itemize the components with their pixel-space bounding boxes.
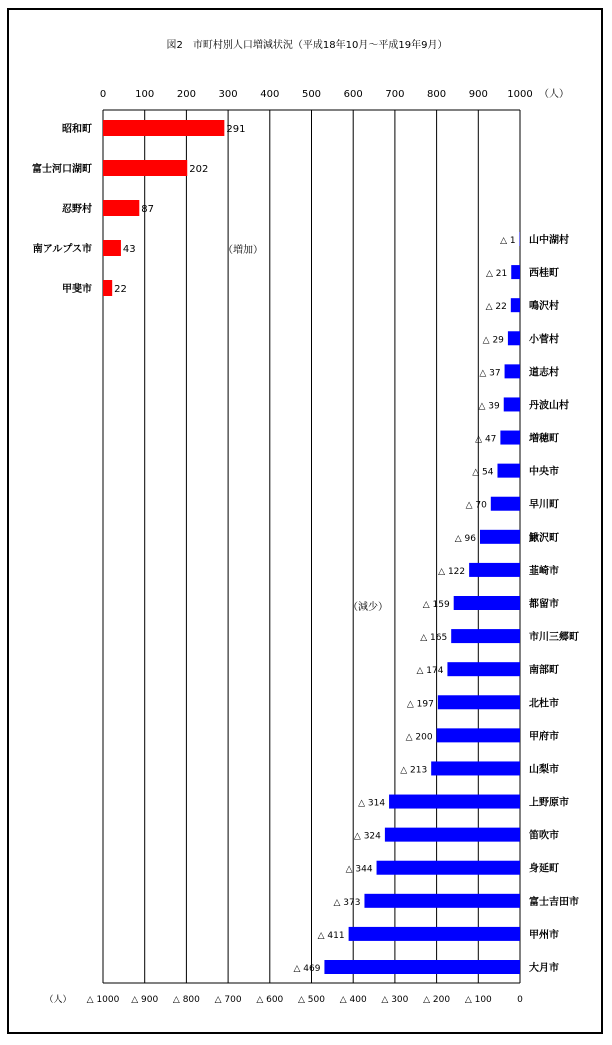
bottom-tick-label: △ 1000 xyxy=(86,995,120,1005)
decrease-bar xyxy=(451,629,520,643)
top-tick-label: 300 xyxy=(218,89,238,100)
increase-bar xyxy=(103,160,187,176)
increase-category-label: 昭和町 xyxy=(62,124,92,135)
decrease-category-label: 西桂町 xyxy=(529,268,559,280)
decrease-category-label: 増穂町 xyxy=(529,433,559,445)
decrease-value-label: △ 21 xyxy=(486,269,508,280)
decrease-value-label: △ 122 xyxy=(438,566,466,577)
bottom-tick-label: 0 xyxy=(517,995,523,1005)
decrease-annotation: （減少） xyxy=(348,602,388,613)
decrease-category-label: 身延町 xyxy=(529,863,559,875)
decrease-category-label: 山梨市 xyxy=(529,764,559,776)
bottom-tick-label: △ 600 xyxy=(256,995,284,1005)
top-tick-label: 500 xyxy=(301,89,322,100)
top-tick-label: 1000 xyxy=(507,89,533,100)
grid-layer xyxy=(103,110,520,983)
decrease-value-label: △ 200 xyxy=(405,732,433,743)
decrease-bar xyxy=(469,563,520,577)
decrease-value-label: △ 1 xyxy=(500,236,516,246)
decrease-value-label: △ 324 xyxy=(353,831,381,842)
decrease-category-label: 丹波山村 xyxy=(529,400,569,412)
decrease-category-label: 韮崎市 xyxy=(529,565,559,577)
decrease-category-label: 鳴沢村 xyxy=(529,301,559,313)
decrease-bar xyxy=(447,662,520,676)
decrease-value-label: △ 197 xyxy=(406,699,434,710)
decrease-category-label: 大月市 xyxy=(529,963,559,974)
increase-category-label: 甲斐市 xyxy=(62,284,92,295)
top-axis xyxy=(100,87,569,100)
decrease-bar xyxy=(349,927,520,941)
decrease-category-label: 都留市 xyxy=(529,599,559,610)
decrease-bar xyxy=(431,761,520,775)
top-tick-label: 100 xyxy=(135,89,155,100)
increase-value-label: 87 xyxy=(141,204,155,215)
decrease-category-label: 道志村 xyxy=(529,367,559,379)
increase-series xyxy=(32,120,245,296)
decrease-bar xyxy=(438,695,520,709)
decrease-value-label: △ 213 xyxy=(400,765,428,776)
decrease-value-label: △ 96 xyxy=(454,533,476,544)
decrease-bar xyxy=(454,596,520,610)
increase-value-label: 202 xyxy=(189,164,209,175)
decrease-value-label: △ 22 xyxy=(485,302,507,313)
decrease-category-label: 甲州市 xyxy=(529,929,559,941)
top-tick-label: 800 xyxy=(427,89,447,100)
decrease-value-label: △ 344 xyxy=(345,864,373,875)
decrease-value-label: △ 314 xyxy=(358,798,386,809)
decrease-bar xyxy=(511,298,520,312)
increase-bar xyxy=(103,280,112,296)
top-tick-label: 600 xyxy=(343,89,363,100)
increase-annotation: （増加） xyxy=(223,245,263,256)
decrease-value-label: △ 29 xyxy=(482,335,504,346)
bottom-tick-label: △ 700 xyxy=(214,995,242,1005)
decrease-bar xyxy=(364,894,520,908)
decrease-category-label: 中央市 xyxy=(529,466,559,478)
bottom-axis xyxy=(44,993,523,1005)
top-tick-label: 200 xyxy=(176,89,196,100)
decrease-category-label: 甲府市 xyxy=(529,731,559,743)
decrease-bar xyxy=(437,728,520,742)
decrease-category-label: 早川町 xyxy=(529,499,559,511)
decrease-bar xyxy=(324,960,520,974)
decrease-value-label: △ 469 xyxy=(293,964,321,974)
decrease-bar xyxy=(508,331,520,345)
decrease-value-label: △ 373 xyxy=(333,897,361,908)
decrease-bar xyxy=(389,795,520,809)
decrease-category-label: 南部町 xyxy=(529,665,559,677)
increase-category-label: 富士河口湖町 xyxy=(32,164,92,175)
decrease-bar xyxy=(491,497,520,511)
decrease-bar xyxy=(504,397,520,411)
decrease-category-label: 市川三郷町 xyxy=(529,632,579,644)
decrease-bar xyxy=(511,265,520,279)
decrease-value-label: △ 165 xyxy=(420,633,448,644)
decrease-bar xyxy=(480,530,520,544)
decrease-category-label: 山中湖村 xyxy=(529,235,569,246)
decrease-value-label: △ 159 xyxy=(422,600,450,610)
decrease-bar xyxy=(385,828,520,842)
decrease-bar xyxy=(505,364,520,378)
decrease-category-label: 鰍沢町 xyxy=(529,532,559,544)
bottom-tick-label: △ 200 xyxy=(423,995,451,1005)
bottom-tick-label: △ 900 xyxy=(131,995,159,1005)
bottom-tick-label: △ 500 xyxy=(298,995,325,1005)
increase-bar xyxy=(103,120,224,136)
decrease-category-label: 富士吉田市 xyxy=(529,896,579,908)
decrease-category-label: 北杜市 xyxy=(529,698,559,710)
top-axis-unit: （人） xyxy=(539,89,569,100)
chart-title: 図2 市町村別人口増減状況（平成18年10月～平成19年9月） xyxy=(166,40,448,51)
decrease-value-label: △ 54 xyxy=(472,467,494,478)
decrease-category-label: 笛吹市 xyxy=(529,830,559,842)
decrease-category-label: 小菅村 xyxy=(529,334,559,346)
decrease-bar xyxy=(377,861,520,875)
bottom-tick-label: △ 100 xyxy=(464,995,492,1005)
decrease-value-label: △ 37 xyxy=(479,368,501,379)
decrease-value-label: △ 70 xyxy=(465,500,487,511)
increase-value-label: 43 xyxy=(122,244,136,255)
increase-category-label: 南アルプス市 xyxy=(32,244,92,255)
decrease-bar xyxy=(500,431,520,445)
top-tick-label: 900 xyxy=(468,89,488,100)
decrease-value-label: △ 411 xyxy=(317,930,345,941)
top-tick-label: 400 xyxy=(260,89,280,100)
decrease-bar xyxy=(497,464,520,478)
increase-bar xyxy=(103,240,121,256)
increase-bar xyxy=(103,200,139,216)
bottom-tick-label: △ 300 xyxy=(381,995,409,1005)
top-tick-label: 700 xyxy=(385,89,405,100)
bottom-axis-unit: （人） xyxy=(44,995,72,1005)
decrease-category-label: 上野原市 xyxy=(529,797,569,809)
top-tick-label: 0 xyxy=(99,89,107,100)
bottom-tick-label: △ 800 xyxy=(172,995,200,1005)
increase-value-label: 22 xyxy=(114,284,127,295)
decrease-value-label: △ 39 xyxy=(478,401,500,412)
decrease-value-label: △ 174 xyxy=(416,666,444,677)
increase-category-label: 忍野村 xyxy=(62,204,92,215)
bottom-tick-label: △ 400 xyxy=(339,995,367,1005)
decrease-value-label: △ 47 xyxy=(475,434,497,445)
increase-value-label: 291 xyxy=(226,124,246,135)
